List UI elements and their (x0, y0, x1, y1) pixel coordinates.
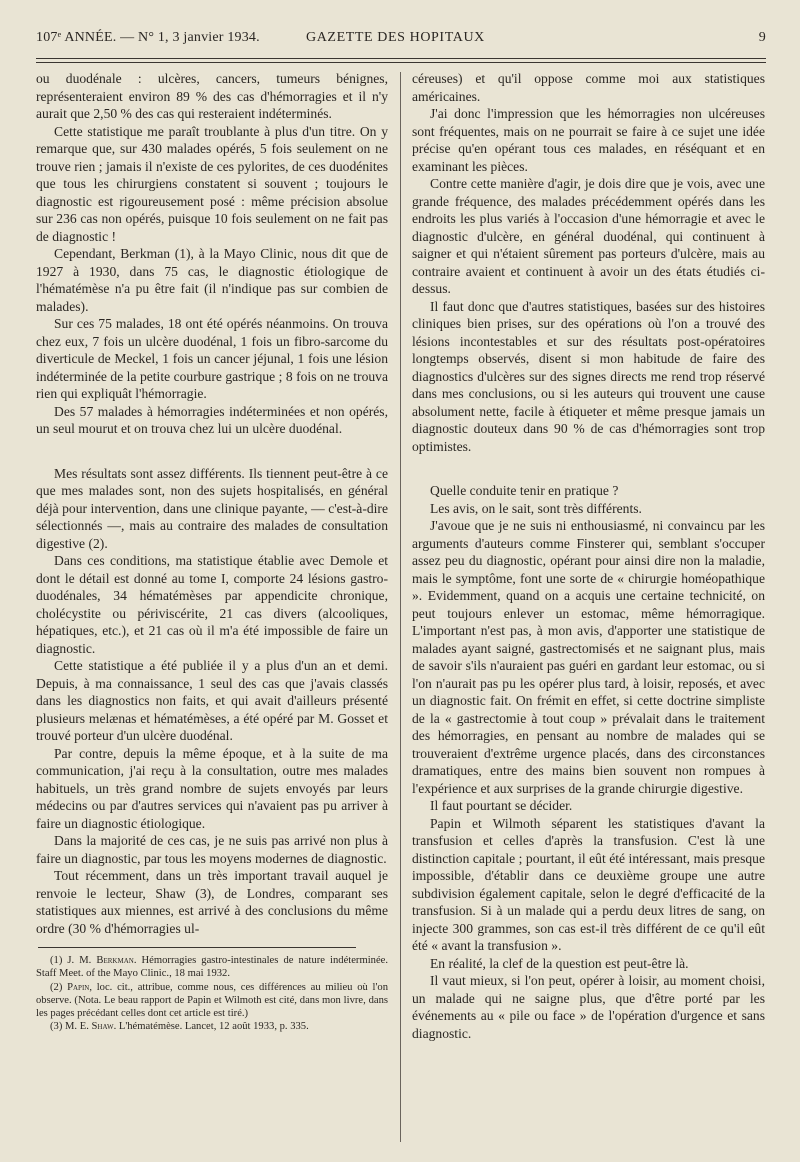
paragraph: Par contre, depuis la même époque, et à la suite de ma communication, j'ai reçu à la consultation, outre mes malades habituels, un très grand nombre de sujets envoyés par leurs médecins ou par d'autres services qui n'avaient pas pu arriver à faire un diagnostic étiologique. (36, 745, 388, 831)
paragraph: Des 57 malades à hémorragies indéterminées et non opérés, un seul mourut et on trouva chez lui un ulcère duodénal. (36, 403, 388, 436)
header-rule-bottom (36, 62, 766, 63)
paragraph: Les avis, on le sait, sont très différents. (430, 500, 642, 516)
header-rule-top (36, 58, 766, 59)
paragraph: ou duodénale : ulcères, cancers, tumeurs bénignes, représenteraient environ 89 % des cas d'hémorragies et il n'y aurait que 2,50 % des cas qui resteraient indéterminés. (36, 71, 388, 121)
paragraph: Il faut donc que d'autres statistiques, basées sur des histoires cliniques bien prises, sur des opérations où l'on a trouvé des lésions incontestables et sur des résultats post-opératoires longtemps observés, disent si mon habitude de faire des diagnostics d'ulcères sur des signes directs me rend trop réservé dans mes conclusions, ou si les auteurs qui trouvent une cause absolument nette, facile à étiqueter et même presque jamais un diagnostic douteux dans 90 % de cas d'hémorragies sont trop optimistes. (412, 298, 765, 454)
paragraph: Mes résultats sont assez différents. Ils tiennent peut-être à ce que mes malades sont, non des sujets hospitalisés, en général déjà pour intervention, dans une clinique payante, — c'est-à-dire sélectionnés —, mais au contraire des malades de consultation digestive (2). (36, 465, 388, 551)
paragraph: Cette statistique me paraît troublante à plus d'un titre. On y remarque que, sur 430 malades opérés, 5 fois seulement on ne trouve rien ; jamais il n'existe de ces pylorites, de ces duodénites que tous les chirurgiens constatent si souvent ; toujours le diagnostic est rigoureusement posé : même précision absolue sur 236 cas non opérés, puisque 10 fois seulement on ne fait pas de diagnostic ! (36, 123, 388, 244)
footnote-2: (2) Papin, loc. cit., attribue, comme nous, ces différences au milieu où l'on observe. (Nota. Le beau rapport de Papin et Wilmoth est cité, dans mon livre, dans les pages précédant celles dont cet article est tiré.) (36, 981, 388, 1020)
left-column (36, 70, 388, 1034)
footnote-1: (1) J. M. Berkman. Hémorragies gastro-intestinales de nature indéterminée. Staff Meet. of the Mayo Clinic., 18 mai 1932. (36, 955, 388, 980)
paragraph: Il vaut mieux, si l'on peut, opérer à loisir, au moment choisi, un malade qui ne saigne plus, que d'être porté par les événements au « pile ou face » de l'opération d'urgence et sans diagnostic. (412, 973, 765, 1041)
footnote-3: (3) M. E. Shaw. L'hématémèse. Lancet, 12 août 1933, p. 335. (50, 1021, 309, 1033)
paragraph: Il faut pourtant se décider. (430, 798, 573, 813)
right-column (412, 70, 765, 1042)
page-header (36, 30, 766, 52)
page-number: 9 (758, 30, 766, 45)
paragraph: Tout récemment, dans un très important travail auquel je renvoie le lecteur, Shaw (3), de Londres, comparant ses statistiques aux miennes, est arrivé à des conclusions du même ordre (30 % d'hémorragies ul- (36, 868, 388, 936)
paragraph: Papin et Wilmoth séparent les statistiques d'avant la transfusion et celles d'après la transfusion. C'est là une distinction capitale ; pourtant, il eût été intéressant, mais presque impossible, d'établir dans ce deuxième groupe une autre subdivision également capitale, selon le degré d'efficacité de la transfusion. Si à un malade qui a perdu deux litres de sang, on injecte 300 grammes, son cas est-il très différent de ce qu'il eût été « avant la transfusion ». (412, 815, 765, 953)
paragraph: Cependant, Berkman (1), à la Mayo Clinic, nous dit que de 1927 à 1930, dans 75 cas, le diagnostic étiologique de l'hématémèse n'a pu être fait (il n'indique pas sur combien de malades). (36, 246, 388, 314)
paragraph: Contre cette manière d'agir, je dois dire que je vois, avec une grande fréquence, des malades précédemment opérés dans les endroits les plus variés à l'occasion d'une hémorragie et avec le diagnostic d'ulcère, en général duodénal, qui continuent à saigner et qui n'étaient sûrement pas porteurs d'ulcère, mais au contraire avaient et continuent à avoir un des états étudiés ci-dessus. (412, 176, 765, 296)
paragraph: J'ai donc l'impression que les hémorragies non ulcéreuses sont fréquentes, mais on ne pourrait se faire à ce sujet une idée précise qu'en opérant tous ces malades, en réséquant et en examinant les pièces. (412, 106, 765, 174)
footnote-rule (38, 947, 356, 948)
journal-title: GAZETTE DES HOPITAUX (306, 30, 485, 45)
paragraph: Cette statistique a été publiée il y a plus d'un an et demi. Depuis, à ma connaissance, 1 seul des cas que j'avais classés dans les diagnostics non faits, et qui avait d'ailleurs présenté plusieurs melænas et hématémèses, a été opéré par M. Gosset et trouvé porteur d'un ulcère duodénal. (36, 658, 388, 743)
paragraph: J'avoue que je ne suis ni enthousiasmé, ni convaincu par les arguments d'auteurs comme Finsterer qui, semblant s'occuper assez peu du diagnostic, opérant pour ainsi dire non la maladie, mais le symptôme, font une sorte de « chirurgie homéopathique ». Evidemment, quand on a acquis une certaine technicité, on peut toujours enlever un estomac, même hémorragique. L'important n'est pas, à mon avis, d'apporter une statistique de malades ayant saigné, gastrectomisés et ne saignant plus, mais de savoir s'ils n'auraient pas guéri en gardant leur estomac, ou si l'on n'aurait pas pu les opérer plus tard, à loisir, reposés, et avec un diagnostic fait. On frémit en effet, si cette doctrine simpliste de la « gastrectomie à tout coup » prévalait dans le traitement des hémorragies, en pensant au nombre de malades qui se trouveraient d'extrême urgence placés, dans des circonstances dramatiques, entre des mains bien souvent non rompues à l'expérience et aux surprises de la grande chirurgie digestive. (412, 518, 765, 796)
paragraph: Dans ces conditions, ma statistique établie avec Demole et dont le détail est donné au tome I, comporte 24 lésions gastro-duodénales, 34 hématémèses par appendicite chronique, cholécystite ou périviscérite, 21 cas divers (alcooliques, hépatiques, etc.), et 21 cas où il m'a été impossible de faire un diagnostic. (36, 553, 388, 656)
paragraph: céreuses) et qu'il oppose comme moi aux statistiques américaines. (412, 71, 765, 104)
paragraph: En réalité, la clef de la question est peut-être là. (430, 955, 689, 971)
paragraph: Sur ces 75 malades, 18 ont été opérés néanmoins. On trouva chez eux, 7 fois un ulcère duodénal, 1 fois un fibro-sarcome du diverticule de Meckel, 1 fois un cancer jéjunal, 1 fois une lésion indéterminée de la petite courbure gastrique ; 8 fois on ne trouva rien qui expliquât l'hémorragie. (36, 316, 388, 401)
column-divider (400, 72, 401, 1142)
paragraph: Quelle conduite tenir en pratique ? (430, 483, 619, 498)
paragraph: Dans la majorité de ces cas, je ne suis pas arrivé non plus à faire un diagnostic, par tous les moyens modernes de diagnostic. (36, 833, 388, 866)
issue-info: 107ᵉ ANNÉE. — N° 1, 3 janvier 1934. (36, 30, 260, 45)
